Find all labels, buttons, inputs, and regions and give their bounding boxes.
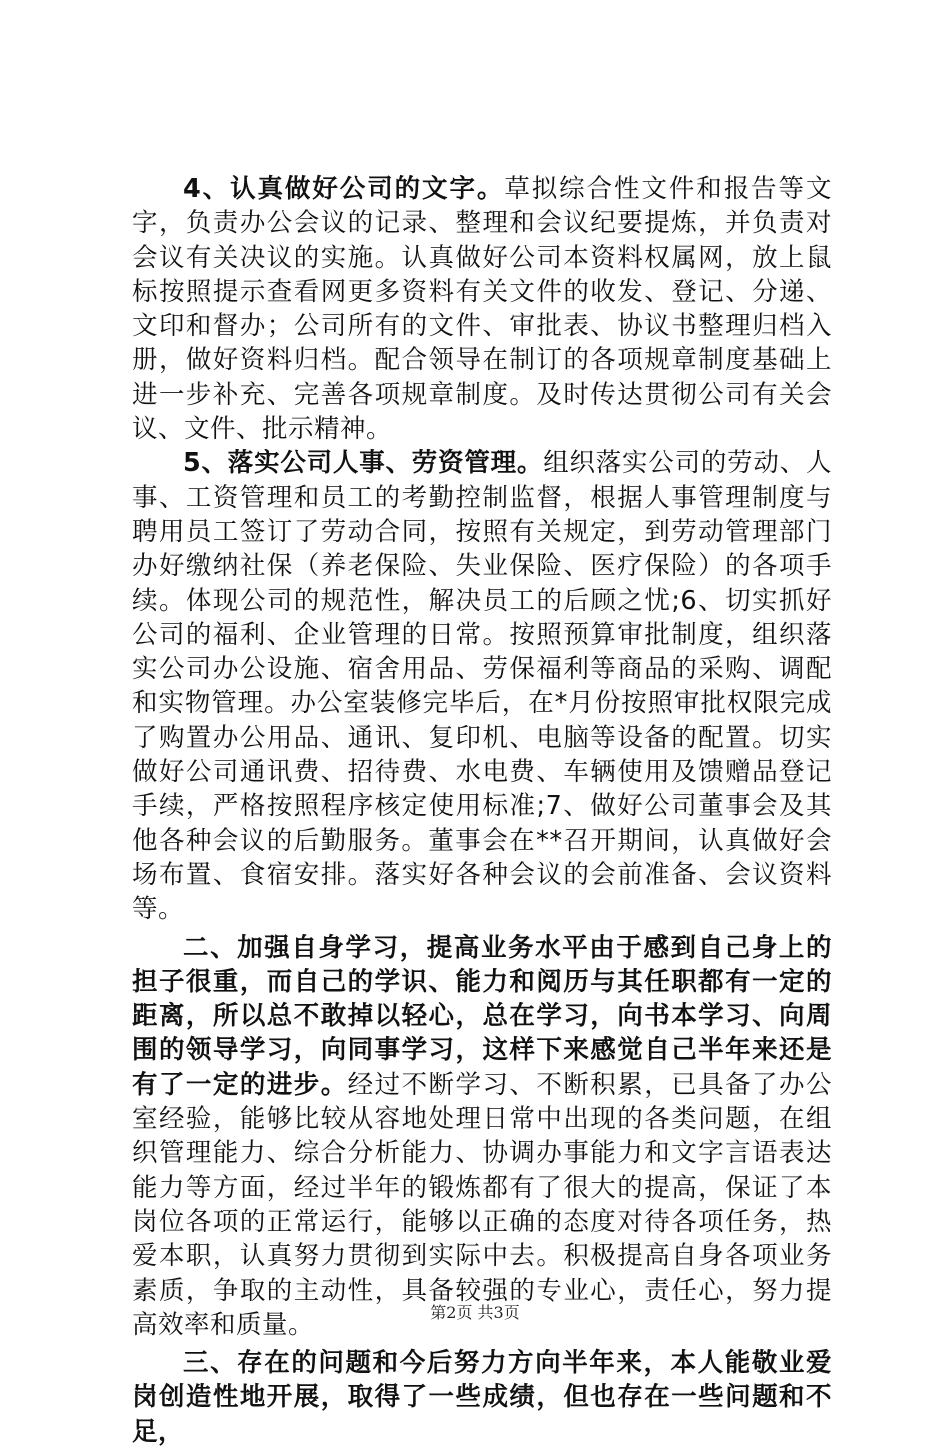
- paragraph-heading: 5、落实公司人事、劳资管理。: [183, 448, 544, 479]
- paragraph-text: 草拟综合性文件和报告等文字，负责办公会议的记录、整理和会议纪要提炼，并负责对会议有关决议的实施。认真做好公司本资料权属网，放上鼠标按照提示查看网更多资料有关文件的收发、登记、分递、文印和督办；公司所有的文件、审批表、协议书整理归档入册，做好资料归档。配合领导在制订的各项规章制度基础上进一步补充、完善各项规章制度。及时传达贯彻公司有关会议、文件、批示精神。: [132, 174, 832, 445]
- paragraph-item-4: [132, 172, 832, 446]
- page-number: 第2页 共3页: [430, 1303, 520, 1322]
- section-two: [132, 931, 832, 1343]
- paragraph-text: 经过不断学习、不断积累，已具备了办公室经验，能够比较从容地处理日常中出现的各类问题，在组织管理能力、综合分析能力、协调办事能力和文字言语表达能力等方面，经过半年的锻炼都有了很大的提高，保证了本岗位各项的正常运行，能够以正确的态度对待各项任务，热爱本职，认真努力贯彻到实际中去。积极提高自身各项业务素质，争取的主动性，具备较强的专业心，责任心，努力提高效率和质量。: [132, 1069, 832, 1340]
- section-heading: 二、加强自身学习，提高业务水平由于感到自己身上的担子很重，而自己的学识、能力和阅历与其任职都有一定的距离，所以总不敢掉以轻心，总在学习，向书本学习、向周围的领导学习，向同事学习，这样下来感觉自己半年来还是有了一定的进步。: [132, 932, 832, 1100]
- paragraph-text: 组织落实公司的劳动、人事、工资管理和员工的考勤控制监督，根据人事管理制度与聘用员工签订了劳动合同，按照有关规定，到劳动管理部门办好缴纳社保（养老保险、失业保险、医疗保险）的各项手续。体现公司的规范性，解决员工的后顾之忧;6、切实抓好公司的福利、企业管理的日常。按照预算审批制度，组织落实公司办公设施、宿舍用品、劳保福利等商品的采购、调配和实物管理。办公室装修完毕后，在*月份按照审批权限完成了购置办公用品、通讯、复印机、电脑等设备的配置。切实做好公司通讯费、招待费、水电费、车辆使用及馈赠品登记手续，严格按照程序核定使用标准;7、做好公司董事会及其他各种会议的后勤服务。董事会在**召开期间，认真做好会场布置、食宿安排。落实好各种会议的会前准备、会议资料等。: [132, 448, 832, 925]
- paragraph-heading: 4、认真做好公司的文字。: [183, 174, 505, 204]
- document-body: [132, 172, 832, 1449]
- section-heading: 三、存在的问题和今后努力方向半年来，本人能敬业爱岗创造性地开展，取得了一些成绩，但也存在一些问题和不足，: [132, 1348, 832, 1447]
- section-three: [132, 1346, 832, 1449]
- paragraph-item-5: [132, 446, 832, 926]
